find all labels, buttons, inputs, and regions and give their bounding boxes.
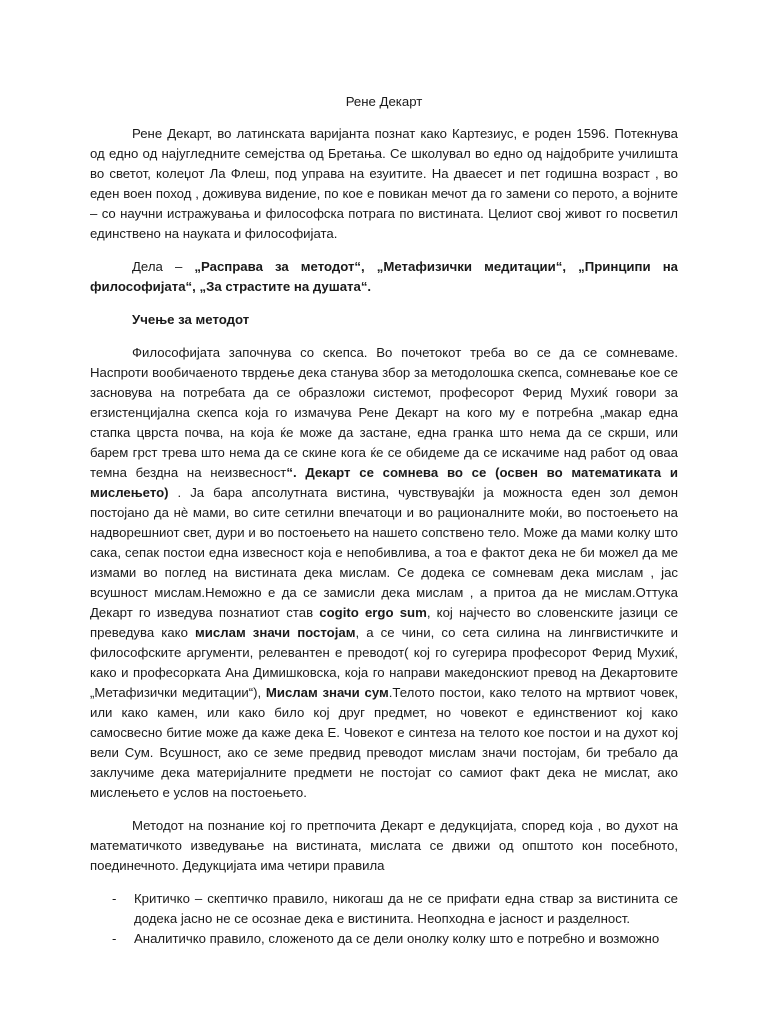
list-bullet: - [112, 931, 117, 946]
method-bold-sum: Мислам значи сум [265, 685, 389, 700]
works-prefix: Дела – [132, 259, 195, 274]
method-text-4: , а се чини, со сета силина на лингвистичките и философските аргументи, релевантен е преводот( кој го сугерира професорот Ферид Мухиќ, како и професорката Ана Димишковска, која го направи македонскиот превод на Декартовите „Метафизички медитации“), [90, 625, 679, 700]
method-bold-translation: мислам значи постојам [195, 625, 356, 640]
document-page [90, 92, 678, 949]
rules-list [90, 889, 678, 949]
method-bold-cogito: cogito ergo sum [319, 605, 427, 620]
method-bold-1: “. Декарт се сомнева во се (освен во математиката и мислењето) [90, 465, 678, 500]
list-item [90, 889, 678, 929]
list-bullet: - [112, 891, 117, 906]
section-heading: Учење за методот [132, 312, 250, 327]
method-text-1: Философијата започнува со скепса. Во почетокот треба во се да се сомневаме. Наспроти вообичаеното тврдење дека станува збор за методолошка скепса, сомневање кое се засновува на потребата да се образложи системот, професорот Ферид Мухиќ говори за егзистенцијална скепса која го измачува Рене Декарт на кого му е потребна „макар една стапка цврста почва, на која ќе може да застане, една гранка што нема да се скрши, или барем грст трева што нема да се скине кога ќе се обидеме да се искачиме над работ од оваа темна бездна на неизвесност [90, 345, 678, 480]
intro-paragraph: Рене Декарт, во латинската варијанта познат како Картезиус, е роден 1596. Потекнува од едно од најугледните семејства од Бретања. Се школувал во едно од најдобрите училишта во светот, колеџот Ла Флеш, под управа на езуитите. На дваесет и пет годишна возраст , во еден воен поход , доживува видение, по кое е повикан мечот да го замени со перото, а војните – со научни истражувања и философска потрага по вистината. Целиот свој живот го посветил единствено на науката и философијата. [90, 126, 678, 241]
list-item-text: Критичко – скептичко правило, никогаш да не се прифати една ствар за вистинита се додека јасно не се осознае дека е вистинита. Неопходна е јасност и разделност. [134, 891, 678, 926]
works-titles: „Расправа за методот“, „Метафизички медитации“, „Принципи на философијата“, „За страстите на душата“. [90, 259, 678, 294]
method-paragraph [90, 343, 678, 803]
method-text-5: .Телото постои, како телото на мртвиот човек, или како камен, или како било кој друг предмет, но човекот е единствениот кој како самосвесно битие може да каже дека Е. Човекот е синтеза на телото кое постои и на духот кој вели Сум. Всушност, ако се земе предвид преводот мислам значи постојам, би требало да заклучиме дека материјалните предмети не постојат со самиот факт дека не мислат, ако мислењето е услов на постоењето. [90, 685, 678, 800]
works-paragraph [90, 257, 678, 297]
deduction-paragraph: Методот на познание кој го претпочита Декарт е дедукцијата, според која , во духот на математичкото изведување на вистината, мислата се движи од општото кон посебното, поединечното. Дедукцијата има четири правила [90, 818, 678, 873]
list-item [90, 929, 678, 949]
method-text-2: . Ја бара апсолутната вистина, чувствувајќи ја можноста еден зол демон постојано да нè мами, во сите сетилни впечатоци и во рационалните моќи, во постоењето на надворешниот свет, дури и во постоењето на нашето сопствено тело. Може да мами колку што сака, сепак постои една извесност која е непобивлива, а тоа е фактот дека не би можел да ме измами во поглед на вистината дека мислам. Се додека се сомневам дека мислам , јас всушност мислам.Неможно е да се замисли дека мислам , а притоа да не мислам.Оттука Декарт го изведува познатиот став [90, 485, 678, 620]
document-title: Рене Декарт [345, 94, 423, 109]
method-text-3: , кој најчесто во словенските јазици се преведува како [90, 605, 679, 640]
list-item-text: Аналитичко правило, сложеното да се дели онолку колку што е потребно и возможно [134, 931, 660, 946]
